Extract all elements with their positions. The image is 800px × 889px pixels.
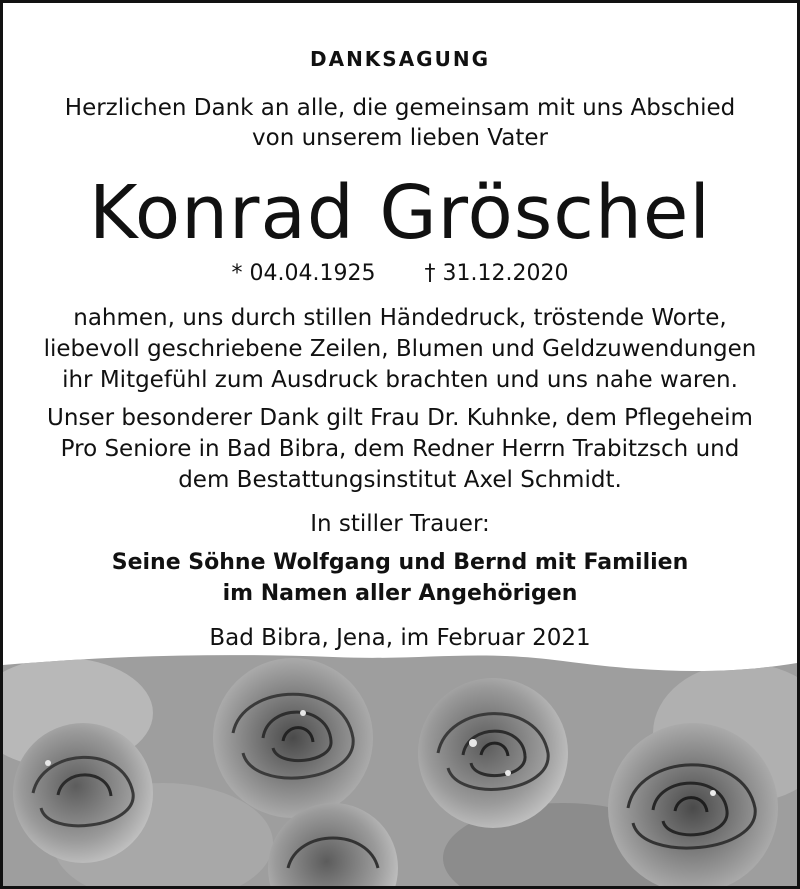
notice-heading: DANKSAGUNG (309, 47, 490, 71)
intro-text (3, 93, 797, 153)
deceased-name: Konrad Gröschel (89, 170, 711, 256)
intro-line: Herzlichen Dank an alle, die gemeinsam mit uns Abschied (64, 95, 736, 121)
family-signature (3, 547, 797, 609)
place-date: Bad Bibra, Jena, im Februar 2021 (209, 625, 591, 651)
special-thanks-line: Pro Seniore in Bad Bibra, dem Redner Herrn Trabitzsch und (60, 436, 740, 462)
thanks-line: ihr Mitgefühl zum Ausdruck brachten und uns nahe waren. (62, 367, 738, 393)
family-line: Seine Söhne Wolfgang und Bernd mit Familien (111, 550, 689, 575)
mourning-line: In stiller Trauer: (310, 511, 490, 537)
rose-shape (213, 658, 373, 818)
roses-photo (3, 643, 797, 886)
death-date: † 31.12.2020 (424, 261, 569, 286)
rose-shape (608, 723, 778, 886)
rose-shape (418, 678, 568, 828)
birth-date: * 04.04.1925 (231, 261, 376, 286)
family-line: im Namen aller Angehörigen (222, 581, 578, 606)
intro-line: von unserem lieben Vater (252, 125, 548, 151)
special-thanks-paragraph (3, 403, 797, 496)
life-dates (3, 259, 797, 289)
thanks-paragraph (3, 303, 797, 396)
thanks-line: nahmen, uns durch stillen Händedruck, tröstende Worte, (73, 305, 727, 331)
special-thanks-line: Unser besonderer Dank gilt Frau Dr. Kuhnke, dem Pflegeheim (47, 405, 753, 431)
thanks-line: liebevoll geschriebene Zeilen, Blumen und Geldzuwendungen (43, 336, 757, 362)
special-thanks-line: dem Bestattungsinstitut Axel Schmidt. (178, 467, 622, 493)
rose-shape (13, 723, 153, 863)
